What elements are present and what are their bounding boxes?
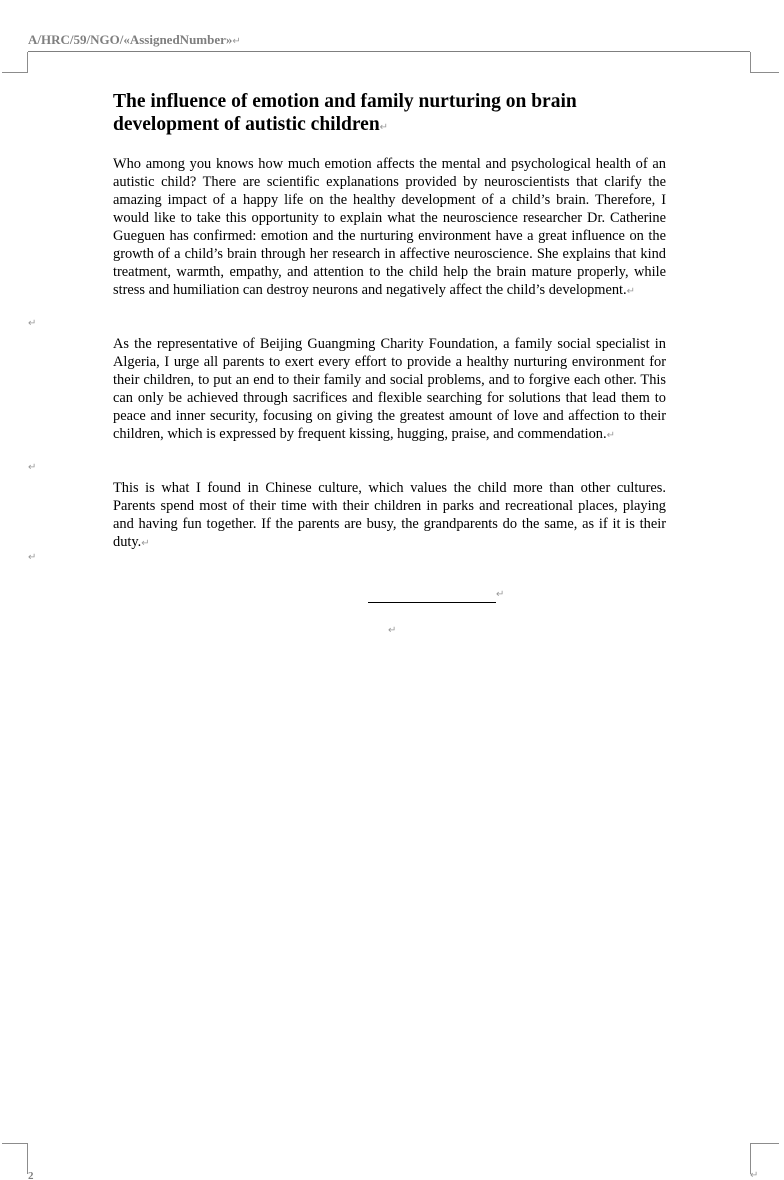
paragraph-mark-icon: ↵ xyxy=(626,286,636,297)
crop-mark-top-right-icon xyxy=(750,52,779,73)
paragraph-mark-icon: ↵ xyxy=(496,589,505,600)
paragraph-mark-icon: ↵ xyxy=(379,122,389,133)
paragraph-mark-icon: ↵ xyxy=(232,36,241,47)
paragraph-mark-icon: ↵ xyxy=(28,318,37,329)
paragraph-mark-icon: ↵ xyxy=(388,625,397,636)
paragraph-mark-icon: ↵ xyxy=(28,462,37,473)
paragraph-mark-icon: ↵ xyxy=(141,538,150,549)
paragraph-1 xyxy=(113,155,666,301)
paragraph-mark-icon: ↵ xyxy=(750,1170,759,1180)
title-text: The influence of emotion and family nurturing on brain development of autistic children xyxy=(113,91,577,135)
paragraph-3-text: This is what I found in Chinese culture, which values the child more than other cultures. Parents spend most of their time with their children in parks and recreational places, playing and having fun together. If the parents are busy, the grandparents do the same, as if it is their duty. xyxy=(113,480,666,550)
end-of-document-rule xyxy=(368,602,496,603)
paragraph-mark-icon: ↵ xyxy=(606,430,615,441)
paragraph-1-text: Who among you knows how much emotion affects the mental and psychological health of an autistic child? There are scientific explanations provided by neuroscientists that clarify the amazing impact of a happy life on the healthy development of a child’s brain. Therefore, I would like to take this opportunity to explain what the neuroscience researcher Dr. Catherine Gueguen has confirmed: emotion and the nurturing environment have a great influence on the growth of a child’s brain through her research in affective neuroscience. She explains that kind treatment, warmth, empathy, and attention to the child help the brain mature properly, while stress and humiliation can destroy neurons and negatively affect the child’s development. xyxy=(113,156,666,298)
document-symbol: A/HRC/59/NGO/«AssignedNumber» xyxy=(28,32,233,47)
document-title xyxy=(113,90,673,139)
crop-mark-bottom-left-icon xyxy=(2,1143,28,1174)
crop-mark-top-left-icon xyxy=(2,52,28,73)
page-number: 2 xyxy=(28,1170,34,1180)
paragraph-mark-icon: ↵ xyxy=(28,552,37,563)
paragraph-2 xyxy=(113,335,666,445)
header-rule xyxy=(28,51,750,52)
paragraph-2-text: As the representative of Beijing Guangming Charity Foundation, a family social specialist in Algeria, I urge all parents to exert every effort to provide a healthy nurturing environment for their children, to put an end to their family and social problems, and to forgive each other. This can only be achieved through sacrifices and flexible searching for solutions that lead them to peace and inner security, focusing on giving the greatest amount of love and affection to their children, which is expressed by frequent kissing, hugging, praise, and commendation. xyxy=(113,336,666,442)
document-symbol-header xyxy=(28,32,241,48)
paragraph-3 xyxy=(113,479,666,553)
